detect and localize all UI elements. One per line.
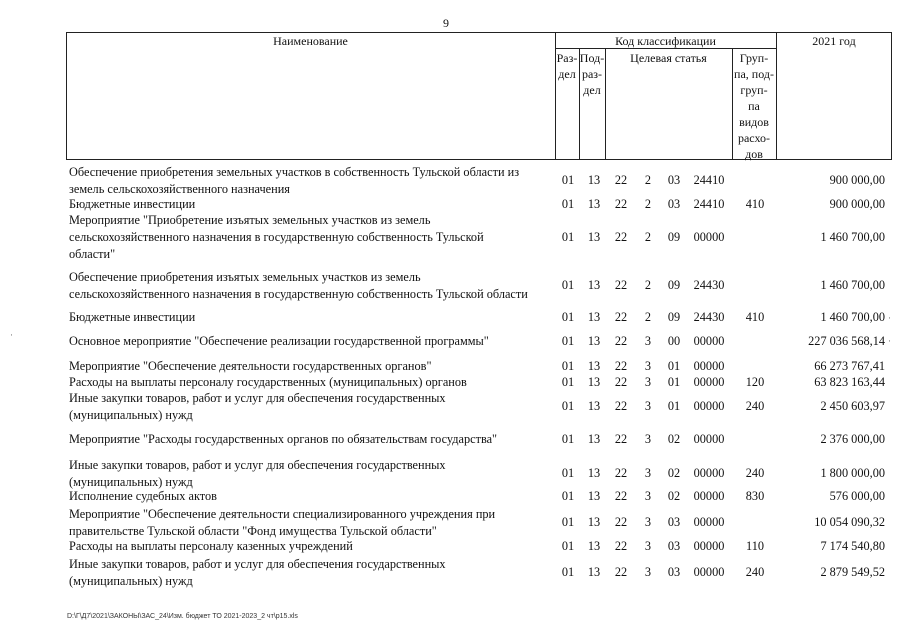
cell-amount: 900 000,00 [829,197,885,211]
cell-d: 00000 [693,565,725,579]
row-name: Мероприятие "Обеспечение деятельности государственных органов" [69,359,432,373]
cell-b: 2 [644,230,652,244]
table-row [0,457,905,491]
cell-d: 24430 [693,278,725,292]
cell-a: 22 [614,539,628,553]
cell-rz: 01 [561,539,575,553]
cell-a: 22 [614,565,628,579]
cell-d: 24430 [693,310,725,324]
cell-a: 22 [614,310,628,324]
cell-vr: 410 [745,197,765,211]
cell-amount: 2 879 549,52 [820,565,885,579]
cell-a: 22 [614,466,628,480]
cell-c: 09 [667,310,681,324]
cell-c: 02 [667,489,681,503]
cell-pr: 13 [587,359,601,373]
cell-pr: 13 [587,466,601,480]
row-name: Мероприятие "Расходы государственных органов по обязательствам государства" [69,432,498,446]
scan-mark: · [888,336,891,346]
cell-d: 00000 [693,515,725,529]
cell-rz: 01 [561,515,575,529]
cell-c: 02 [667,432,681,446]
cell-a: 22 [614,173,628,187]
cell-d: 00000 [693,489,725,503]
cell-amount: 66 273 767,41 [814,359,885,373]
table-row [0,556,905,590]
file-path-footer: D:\Г\Д7\2021\ЗАКОНЫ\ЗАС_24\Изм. бюджет ТО 2021-2023_2 чт\р15.xls [67,613,298,620]
cell-rz: 01 [561,489,575,503]
cell-b: 3 [644,399,652,413]
cell-b: 3 [644,466,652,480]
table-row [0,358,905,375]
cell-pr: 13 [587,310,601,324]
cell-pr: 13 [587,432,601,446]
header-classification: Код классификации [615,34,716,48]
cell-c: 09 [667,278,681,292]
header-target-article: Целевая статья [630,51,707,65]
cell-a: 22 [614,197,628,211]
scan-mark: · [10,330,13,340]
cell-d: 00000 [693,432,725,446]
cell-amount: 7 174 540,80 [820,539,885,553]
cell-pr: 13 [587,334,601,348]
cell-c: 03 [667,173,681,187]
cell-amount: 63 823 163,44 [814,375,885,389]
cell-d: 24410 [693,173,725,187]
cell-vr: 240 [745,466,765,480]
cell-vr: 110 [746,539,764,553]
cell-c: 02 [667,466,681,480]
cell-amount: 1 460 700,00 [820,310,885,324]
cell-a: 22 [614,432,628,446]
cell-rz: 01 [561,334,575,348]
cell-b: 3 [644,359,652,373]
cell-pr: 13 [587,230,601,244]
header-name: Наименование [273,34,348,48]
cell-amount: 900 000,00 [829,173,885,187]
cell-rz: 01 [561,399,575,413]
table-row [0,374,905,391]
table-row [0,431,905,448]
cell-a: 22 [614,399,628,413]
cell-vr: 120 [745,375,765,389]
cell-pr: 13 [587,565,601,579]
cell-d: 00000 [693,399,725,413]
cell-pr: 13 [587,375,601,389]
table-row [0,309,905,326]
cell-amount: 1 460 700,00 [820,278,885,292]
cell-c: 01 [667,359,681,373]
cell-b: 3 [644,334,652,348]
cell-pr: 13 [587,539,601,553]
table-row [0,538,905,555]
header-year: 2021 год [812,34,856,48]
cell-a: 22 [614,359,628,373]
row-name: Иные закупки товаров, работ и услуг для обеспечения государственных (муниципальных) нужд [69,557,446,588]
row-name: Мероприятие "Приобретение изъятых земельных участков из земель сельскохозяйственного назначения в государственную собственность Тульской области" [69,213,484,261]
cell-rz: 01 [561,359,575,373]
cell-amount: 1 460 700,00 [820,230,885,244]
cell-c: 01 [667,399,681,413]
cell-d: 00000 [693,334,725,348]
header-section: Раз- дел [556,51,578,81]
row-name: Расходы на выплаты персоналу государственных (муниципальных) органов [69,375,467,389]
cell-c: 03 [667,197,681,211]
table-row [0,488,905,505]
row-name: Расходы на выплаты персоналу казенных учреждений [69,539,353,553]
cell-a: 22 [614,515,628,529]
cell-c: 03 [667,565,681,579]
cell-c: 01 [667,375,681,389]
cell-d: 24410 [693,197,725,211]
cell-d: 00000 [693,230,725,244]
cell-amount: 2 450 603,97 [820,399,885,413]
row-name: Обеспечение приобретения изъятых земельных участков из земель сельскохозяйственного назначения в государственную собственность Тульской области [69,270,528,301]
cell-vr: 240 [745,399,765,413]
cell-vr: 830 [745,489,765,503]
cell-rz: 01 [561,310,575,324]
table-header [66,32,892,160]
cell-a: 22 [614,375,628,389]
row-name: Исполнение судебных актов [69,489,217,503]
row-name: Обеспечение приобретения земельных участков в собственность Тульской области из земель сельскохозяйственного назначения [69,165,520,196]
row-name: Иные закупки товаров, работ и услуг для обеспечения государственных (муниципальных) нужд [69,391,446,422]
cell-rz: 01 [561,197,575,211]
cell-amount: 576 000,00 [829,489,885,503]
cell-pr: 13 [587,489,601,503]
table-row [0,390,905,424]
cell-rz: 01 [561,230,575,244]
cell-b: 2 [644,173,652,187]
cell-a: 22 [614,278,628,292]
cell-a: 22 [614,489,628,503]
header-subsection: Под- раз- дел [579,51,605,97]
cell-rz: 01 [561,466,575,480]
row-name: Основное мероприятие "Обеспечение реализации государственной программы" [69,334,489,348]
cell-vr: 410 [745,310,765,324]
cell-b: 3 [644,565,652,579]
table-row [0,269,905,303]
cell-d: 00000 [693,359,725,373]
cell-a: 22 [614,334,628,348]
table-row [0,212,905,263]
cell-pr: 13 [587,278,601,292]
row-name: Бюджетные инвестиции [69,310,196,324]
cell-b: 2 [644,310,652,324]
cell-rz: 01 [561,565,575,579]
cell-amount: 2 376 000,00 [820,432,885,446]
cell-pr: 13 [587,515,601,529]
cell-b: 3 [644,489,652,503]
cell-pr: 13 [587,399,601,413]
cell-rz: 01 [561,278,575,292]
cell-c: 09 [667,230,681,244]
table-row [0,164,905,198]
cell-a: 22 [614,230,628,244]
cell-rz: 01 [561,173,575,187]
cell-b: 3 [644,539,652,553]
table-row [0,196,905,213]
cell-b: 2 [644,278,652,292]
row-name: Иные закупки товаров, работ и услуг для обеспечения государственных (муниципальных) нужд [69,458,446,489]
header-expense-group: Груп- па, под- груп- па видов расхо- дов [734,51,774,161]
cell-b: 3 [644,515,652,529]
row-name: Мероприятие "Обеспечение деятельности специализированного учреждения при правительстве Тульской области "Фонд имущества Тульской области" [69,507,496,538]
table-row [0,333,905,350]
page-number: 9 [443,16,449,30]
cell-c: 03 [667,539,681,553]
scan-mark: · [888,313,891,323]
cell-rz: 01 [561,375,575,389]
table-row [0,506,905,540]
cell-b: 2 [644,197,652,211]
cell-pr: 13 [587,197,601,211]
cell-b: 3 [644,375,652,389]
cell-d: 00000 [693,466,725,480]
cell-amount: 1 800 000,00 [820,466,885,480]
cell-d: 00000 [693,539,725,553]
cell-b: 3 [644,432,652,446]
cell-d: 00000 [693,375,725,389]
cell-amount: 227 036 568,14 [808,334,885,348]
cell-vr: 240 [745,565,765,579]
row-name: Бюджетные инвестиции [69,197,196,211]
cell-c: 03 [667,515,681,529]
cell-pr: 13 [587,173,601,187]
cell-rz: 01 [561,432,575,446]
cell-c: 00 [667,334,681,348]
cell-amount: 10 054 090,32 [814,515,885,529]
